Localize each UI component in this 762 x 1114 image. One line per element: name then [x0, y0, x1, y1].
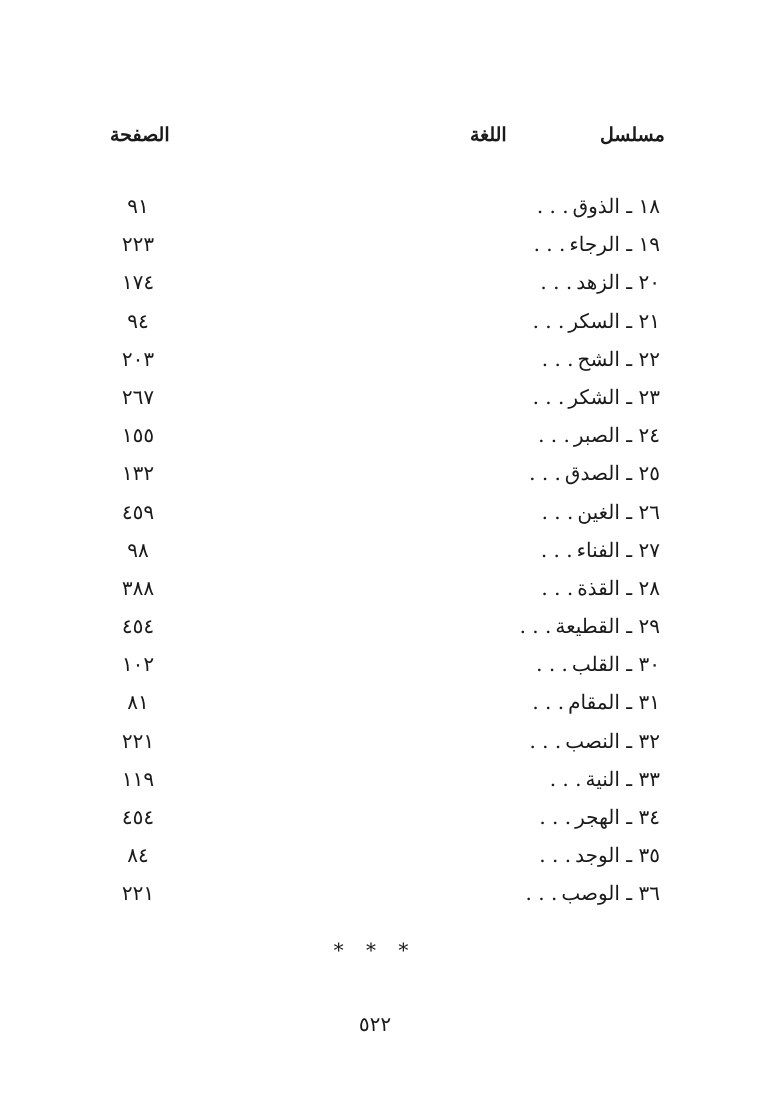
section-separator: * * * [333, 938, 417, 962]
leader-dots: . . . [541, 346, 574, 371]
page-reference: ١٠٢ [121, 652, 155, 677]
term-label: ٢٨ ـ القذة [577, 575, 660, 600]
page-reference: ٤٥٤ [121, 614, 155, 639]
leader-dots: . . . [536, 194, 569, 218]
term-label: ٣٤ ـ الهجر [575, 805, 660, 829]
index-term [533, 307, 660, 335]
index-term [550, 765, 660, 793]
index-row [0, 612, 762, 650]
page-reference: ٨١ [127, 690, 149, 715]
term-label: ٣٥ ـ الوجد [575, 843, 660, 868]
term-label: ٢٥ ـ الصدق [564, 461, 660, 486]
index-term [542, 498, 660, 526]
index-row [0, 307, 762, 345]
index-row [0, 498, 762, 536]
page-reference: ٩٤ [127, 308, 149, 333]
index-row [0, 421, 762, 459]
index-list [0, 192, 762, 918]
page-reference: ١٥٥ [121, 423, 155, 448]
page-reference: ٢٢٣ [121, 232, 155, 257]
leader-dots: . . . [532, 308, 565, 333]
leader-dots: . . . [541, 499, 574, 524]
page-reference: ١٣٢ [121, 461, 155, 486]
page-reference: ٩١ [127, 194, 149, 218]
leader-dots: . . . [525, 881, 558, 906]
index-term [539, 841, 660, 869]
index-term [537, 192, 660, 220]
term-label: ٣٠ ـ القلب [571, 652, 660, 677]
index-term [526, 879, 660, 907]
index-row [0, 574, 762, 612]
index-row [0, 879, 762, 917]
page-reference: ٩٨ [127, 537, 149, 562]
index-row [0, 536, 762, 574]
leader-dots: . . . [538, 423, 570, 448]
page-reference: ٤٥٩ [121, 499, 155, 524]
term-label: ٢٧ ـ الفناء [576, 537, 660, 562]
index-term [529, 459, 660, 487]
page-number: ٥٢٢ [358, 1012, 392, 1036]
leader-dots: . . . [529, 461, 561, 486]
leader-dots: . . . [533, 232, 566, 257]
index-term [529, 727, 660, 755]
index-row [0, 230, 762, 268]
page-reference: ١٧٤ [121, 270, 155, 295]
term-label: ٢٤ ـ الصبر [573, 423, 660, 448]
leader-dots: . . . [541, 575, 574, 600]
page-reference: ٨٤ [127, 843, 149, 868]
index-term [533, 383, 660, 411]
index-term [539, 803, 660, 831]
leader-dots: . . . [540, 270, 573, 295]
index-row [0, 650, 762, 688]
index-row [0, 803, 762, 841]
index-term [541, 536, 660, 564]
index-row [0, 688, 762, 726]
leader-dots: . . . [529, 728, 562, 753]
term-label: ١٨ ـ الذوق [572, 194, 660, 218]
term-label: ٢١ ـ السكر [568, 308, 660, 333]
column-header-language: اللغة [470, 124, 507, 146]
term-label: ١٩ ـ الرجاء [569, 232, 660, 257]
term-label: ٢٠ ـ الزهد [576, 270, 660, 295]
term-label: ٣٣ ـ النية [585, 766, 660, 791]
leader-dots: . . . [536, 652, 568, 677]
term-label: ٢٩ ـ القطيعة [555, 614, 660, 639]
page-reference: ١١٩ [121, 766, 155, 791]
column-header-page: الصفحة [110, 124, 170, 146]
index-term [542, 345, 660, 373]
page-reference: ٢٦٧ [121, 384, 155, 409]
leader-dots: . . . [549, 766, 582, 791]
index-row [0, 192, 762, 230]
term-label: ٣٢ ـ النصب [565, 728, 660, 753]
index-row [0, 841, 762, 879]
index-term [532, 688, 660, 716]
term-label: ٢٦ ـ الغين [577, 499, 660, 524]
page-reference: ٣٨٨ [121, 575, 155, 600]
page-reference: ٢٢١ [121, 728, 155, 753]
leader-dots: . . . [532, 384, 565, 409]
leader-dots: . . . [519, 614, 552, 639]
page-reference: ٢٢١ [121, 881, 155, 906]
column-header-serial: مسلسل [600, 124, 665, 146]
page-reference: ٤٥٤ [121, 805, 155, 829]
index-term [540, 268, 660, 296]
index-row [0, 459, 762, 497]
index-term [534, 230, 660, 258]
index-term [536, 650, 660, 678]
index-row [0, 268, 762, 306]
index-row [0, 727, 762, 765]
term-label: ٣١ ـ المقام [568, 690, 660, 715]
page-reference: ٢٠٣ [121, 346, 155, 371]
term-label: ٣٦ ـ الوصب [561, 881, 660, 906]
leader-dots: . . . [539, 843, 572, 868]
index-term [520, 612, 660, 640]
index-row [0, 765, 762, 803]
index-row [0, 345, 762, 383]
term-label: ٢٣ ـ الشكر [568, 384, 660, 409]
leader-dots: . . . [532, 690, 565, 715]
index-row [0, 383, 762, 421]
term-label: ٢٢ ـ الشح [577, 346, 660, 371]
index-term [541, 574, 660, 602]
leader-dots: . . . [540, 537, 573, 562]
leader-dots: . . . [539, 805, 572, 829]
index-term [538, 421, 660, 449]
